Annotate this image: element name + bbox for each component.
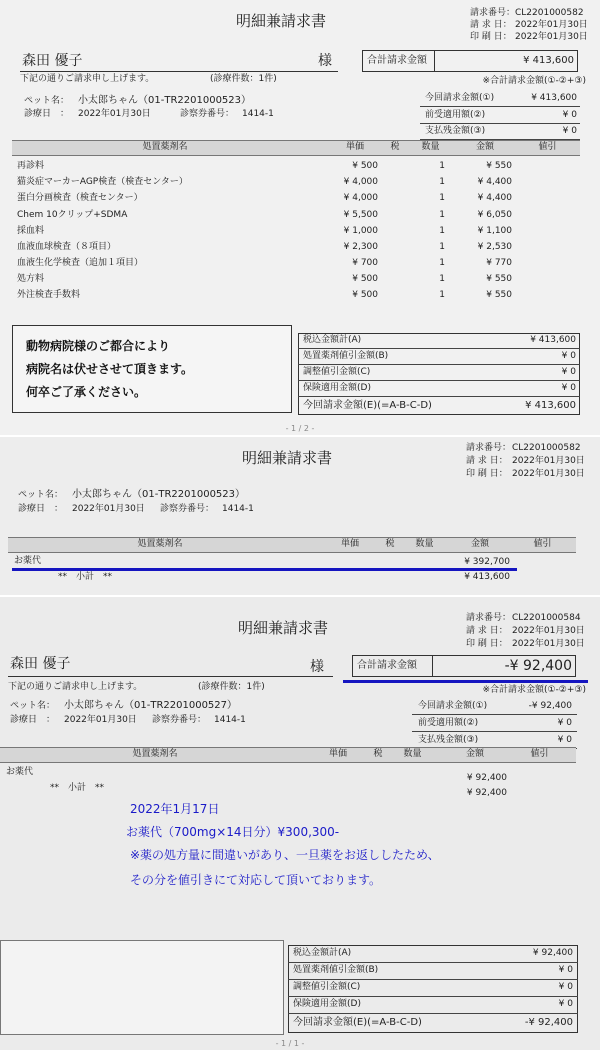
total-value: ¥ 413,600 (523, 55, 574, 66)
invoice-date: 2022年01月30日 (512, 626, 585, 636)
header-discount: 値引 (530, 749, 549, 759)
honorific: 様 (310, 659, 324, 675)
row-amount: ¥ 770 (486, 258, 512, 268)
header-amount: 金額 (470, 539, 489, 549)
summary-value: ¥ 0 (562, 126, 577, 136)
row-amount: ¥ 392,700 (464, 557, 510, 567)
pet-name: 小太郎ちゃん（01-TR2201000527） (64, 700, 238, 711)
handwritten-note-line: 動物病院様のご都合により (26, 339, 171, 353)
subtotal-label: ** 小計 ** (50, 783, 105, 793)
document-title: 明細兼請求書 (238, 619, 329, 637)
total-note: ※合計請求金額(①-②+③) (482, 76, 586, 86)
header-unit: 単価 (328, 749, 347, 759)
treatment-count: (診療件数：1件) (210, 74, 277, 84)
highlight-underline (343, 680, 588, 683)
row-qty: 1 (439, 226, 445, 236)
row-qty: 1 (439, 193, 445, 203)
ticket-number: 1414-1 (214, 715, 246, 725)
page-number: - 1 / 1 - (275, 1039, 305, 1048)
row-amount: ¥ 2,530 (477, 242, 512, 252)
row-item: 処方料 (17, 274, 45, 284)
subtotal-label: ** 小計 ** (58, 572, 113, 582)
ticket-number: 1414-1 (242, 109, 274, 119)
summary-label: 今回請求金額(①) (425, 93, 495, 103)
summary-label: 今回請求金額(①) (418, 701, 488, 711)
print-date: 2022年01月30日 (515, 32, 588, 42)
row-item: 外注検査手数料 (17, 290, 81, 300)
row-item: Chem 10クリップ+SDMA (17, 210, 128, 220)
invoice-sheet-2 (0, 437, 600, 595)
total-note: ※合計請求金額(①-②+③) (482, 685, 586, 695)
invoice-date: 2022年01月30日 (515, 20, 588, 30)
subtotal-value: ¥ 92,400 (466, 788, 507, 798)
row-qty: 1 (439, 242, 445, 252)
ticket-number: 1414-1 (222, 504, 254, 514)
redaction-box (0, 940, 284, 1035)
customer-name: 森田 優子 (22, 53, 83, 69)
row-amount: ¥ 6,050 (477, 210, 512, 220)
invoice-number-label: 請求番号： (470, 8, 516, 18)
header-amount: 金額 (475, 142, 494, 152)
page-number: - 1 / 2 - (285, 424, 315, 433)
row-item: お薬代 (6, 767, 34, 777)
invoice-date-label: 請 求 日： (466, 626, 508, 636)
annotation-line: 2022年1月17日 (130, 802, 220, 816)
totals-value: ¥ 413,600 (530, 335, 576, 345)
totals-value: ¥ 0 (558, 999, 573, 1009)
summary-label: 前受適用額(②) (418, 718, 479, 728)
header-item: 処置薬剤名 (137, 539, 183, 549)
row-amount: ¥ 92,400 (466, 773, 507, 783)
invoice-date-label: 請 求 日： (470, 20, 512, 30)
visit-date-label: 診療日 ： (18, 504, 64, 514)
row-qty: 1 (439, 161, 445, 171)
totals-value: ¥ 0 (561, 367, 576, 377)
summary-value: -¥ 92,400 (528, 701, 572, 711)
row-unit: ¥ 500 (352, 161, 378, 171)
invoice-number-label: 請求番号： (466, 443, 512, 453)
invoice-sheet-3 (0, 597, 600, 1050)
row-qty: 1 (439, 274, 445, 284)
invoice-number: CL2201000584 (512, 613, 581, 623)
invoice-number: CL2201000582 (515, 8, 584, 18)
row-amount: ¥ 1,100 (477, 226, 512, 236)
document-title: 明細兼請求書 (236, 12, 327, 30)
annotation-line: ※薬の処方量に間違いがあり、一旦薬をお返ししたため、 (130, 848, 440, 862)
visit-date-label: 診療日 ： (10, 715, 56, 725)
total-label: 合計請求金額 (367, 55, 427, 66)
header-tax: 税 (390, 142, 400, 152)
visit-date-label: 診療日 ： (24, 109, 70, 119)
header-tax: 税 (385, 539, 395, 549)
header-unit: 単価 (345, 142, 364, 152)
invoice-date: 2022年01月30日 (512, 456, 585, 466)
header-discount: 値引 (538, 142, 557, 152)
header-qty: 数量 (403, 749, 422, 759)
row-item: 採血料 (17, 226, 45, 236)
totals-label: 税込金額計(A) (293, 948, 352, 958)
handwritten-note-line: 病院名は伏せさせて頂きます。 (26, 362, 194, 376)
row-item: 血液生化学検査（追加１項目） (17, 258, 144, 268)
row-qty: 1 (439, 290, 445, 300)
print-date-label: 印 刷 日： (466, 469, 508, 479)
ticket-label: 診察券番号： (160, 504, 215, 514)
intro-text: 下記の通りご請求申し上げます。 (8, 682, 143, 692)
invoice-number-label: 請求番号： (466, 613, 512, 623)
ticket-label: 診察券番号： (180, 109, 235, 119)
row-amount: ¥ 550 (486, 290, 512, 300)
summary-label: 支払残金額(③) (425, 126, 486, 136)
print-date: 2022年01月30日 (512, 639, 585, 649)
totals-value: ¥ 0 (561, 351, 576, 361)
row-unit: ¥ 4,000 (343, 193, 378, 203)
totals-label: 保険適用金額(D) (303, 383, 371, 393)
totals-label: 処置薬剤値引金額(B) (303, 351, 389, 361)
annotation-line: お薬代（700mg×14日分）¥300,300- (126, 825, 340, 839)
header-item: 処置薬剤名 (132, 749, 178, 759)
row-amount: ¥ 4,400 (477, 177, 512, 187)
ticket-label: 診察券番号： (152, 715, 207, 725)
summary-value: ¥ 0 (557, 718, 572, 728)
row-qty: 1 (439, 210, 445, 220)
row-qty: 1 (439, 177, 445, 187)
row-unit: ¥ 1,000 (343, 226, 378, 236)
row-item: お薬代 (14, 556, 42, 566)
visit-date: 2022年01月30日 (64, 715, 137, 725)
header-amount: 金額 (465, 749, 484, 759)
header-item: 処置薬剤名 (142, 142, 188, 152)
row-item: 猫炎症マーカーAGP検査（検査センター） (17, 177, 188, 187)
row-amount: ¥ 550 (486, 161, 512, 171)
totals-label: 税込金額計(A) (303, 335, 362, 345)
visit-date: 2022年01月30日 (72, 504, 145, 514)
print-date-label: 印 刷 日： (470, 32, 512, 42)
customer-name: 森田 優子 (10, 656, 71, 672)
totals-label: 保険適用金額(D) (293, 999, 361, 1009)
annotation-line: その分を値引きにて対応して頂いております。 (130, 873, 382, 887)
row-amount: ¥ 4,400 (477, 193, 512, 203)
row-item: 再診料 (17, 161, 45, 171)
row-item: 血液血球検査（８項目） (17, 242, 117, 252)
summary-value: ¥ 413,600 (531, 93, 577, 103)
honorific: 様 (318, 53, 332, 69)
row-amount: ¥ 550 (486, 274, 512, 284)
summary-label: 前受適用額(②) (425, 110, 486, 120)
header-unit: 単価 (340, 539, 359, 549)
subtotal-value: ¥ 413,600 (464, 572, 510, 582)
total-value: -¥ 92,400 (504, 658, 572, 674)
treatment-count: (診療件数：1件) (198, 682, 265, 692)
pet-label: ペット名： (18, 490, 64, 500)
pet-name: 小太郎ちゃん（01-TR2201000523） (72, 489, 246, 500)
summary-value: ¥ 0 (562, 110, 577, 120)
row-unit: ¥ 500 (352, 274, 378, 284)
invoice-sheet-1 (0, 0, 600, 435)
invoice-date-label: 請 求 日： (466, 456, 508, 466)
intro-text: 下記の通りご請求申し上げます。 (20, 74, 155, 84)
header-tax: 税 (373, 749, 383, 759)
totals-label: 調整値引金額(C) (293, 982, 361, 992)
document-title: 明細兼請求書 (242, 449, 333, 467)
row-unit: ¥ 700 (352, 258, 378, 268)
totals-value: ¥ 0 (558, 982, 573, 992)
print-date: 2022年01月30日 (512, 469, 585, 479)
visit-date: 2022年01月30日 (78, 109, 151, 119)
print-date-label: 印 刷 日： (466, 639, 508, 649)
totals-value: ¥ 0 (561, 383, 576, 393)
row-unit: ¥ 4,000 (343, 177, 378, 187)
header-qty: 数量 (415, 539, 434, 549)
header-discount: 値引 (533, 539, 552, 549)
header-qty: 数量 (421, 142, 440, 152)
total-label: 合計請求金額 (357, 660, 417, 671)
pet-label: ペット名： (10, 701, 56, 711)
summary-value: ¥ 0 (557, 735, 572, 745)
grand-total-value: ¥ 413,600 (525, 400, 576, 411)
grand-total-label: 今回請求金額(E)(=A-B-C-D) (303, 400, 432, 411)
row-qty: 1 (439, 258, 445, 268)
summary-label: 支払残金額(③) (418, 735, 479, 745)
row-unit: ¥ 2,300 (343, 242, 378, 252)
grand-total-label: 今回請求金額(E)(=A-B-C-D) (293, 1017, 422, 1028)
row-unit: ¥ 5,500 (343, 210, 378, 220)
totals-value: ¥ 0 (558, 965, 573, 975)
highlight-underline (12, 568, 517, 571)
totals-label: 調整値引金額(C) (303, 367, 371, 377)
row-item: 蛋白分画検査（検査センター） (17, 193, 143, 203)
totals-label: 処置薬剤値引金額(B) (293, 965, 379, 975)
pet-name: 小太郎ちゃん（01-TR2201000523） (78, 95, 252, 106)
totals-value: ¥ 92,400 (532, 948, 573, 958)
invoice-number: CL2201000582 (512, 443, 581, 453)
grand-total-value: -¥ 92,400 (524, 1017, 573, 1028)
pet-label: ペット名： (24, 96, 70, 106)
handwritten-note-line: 何卒ご了承ください。 (26, 385, 147, 399)
row-unit: ¥ 500 (352, 290, 378, 300)
